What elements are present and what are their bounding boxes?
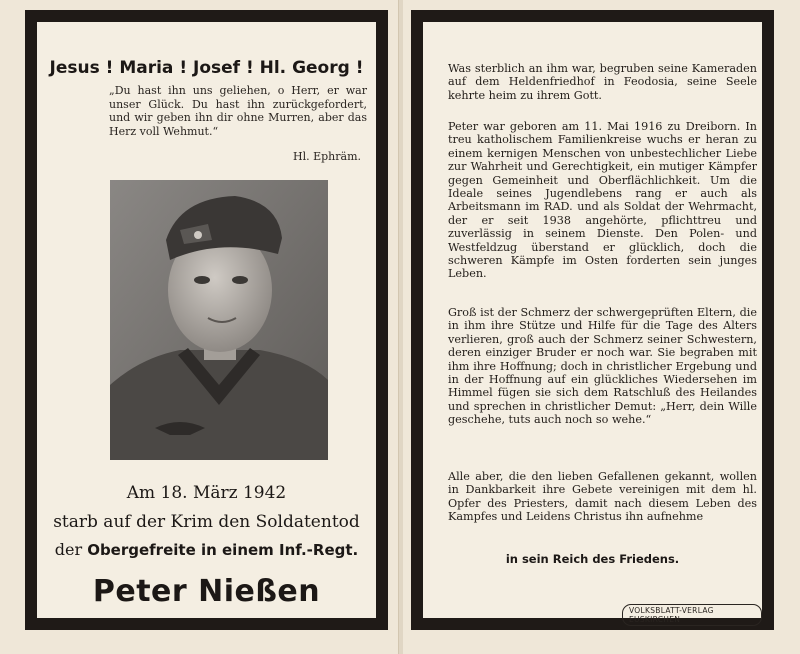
burial-paragraph: Was sterblich an ihm war, begruben seine Kameraden auf dem Heldenfriedhof in Feodosia, seine Seele kehrte heim zu ihrem Gott. — [448, 62, 757, 102]
right-panel — [423, 22, 762, 624]
rank-title: Obergefreite in einem Inf.-Regt. — [87, 541, 359, 559]
quote-text: „Du hast ihn uns geliehen, o Herr, er war unser Glück. Du hast ihn zurückgefordert, und wir geben ihn dir ohne Murren, aber das Herz voll Wehmut.“ — [109, 84, 367, 138]
date-of-death: Am 18. März 1942 — [126, 483, 287, 503]
invocation-heading: Jesus ! Maria ! Josef ! Hl. Georg ! — [49, 58, 364, 78]
biography-paragraph: Peter war geboren am 11. Mai 1916 zu Dreiborn. In treu katholischem Familienkreise wuchs er heran zu einem kernigen Menschen von unbestechlicher Liebe zur Wahrheit und Gerechtigkeit, ein mutiger Kämpfer gegen Gemeinheit und Oberflächlichkeit. Um die Ideale seines Jugendlebens rang er auch als Arbeitsmann im RAD. und als Soldat der Wehrmacht, der er seit 1938 angehörte, pflichttreu und zuverlässig in seinem Dienste. Den Polen- und Westfeldzug überstand er glücklich, doch die schweren Kämpfe im Osten forderten sein junges Leben. — [448, 120, 757, 281]
quote-source: Hl. Ephräm. — [293, 150, 362, 163]
grief-paragraph: Groß ist der Schmerz der schwergeprüften Eltern, die in ihm ihre Stütze und Hilfe für die Tage des Alters verlieren, groß auch der Schmerz seiner Schwestern, deren einziger Bruder er noch war. Sie begraben mit ihm ihre Hoffnung; doch in christlicher Ergebung und in der Hoffnung auf ein glückliches Wiedersehen im Himmel fügen sie sich dem Ratschluß des Heilandes und sprechen in christlicher Demut: „Herr, dein Wille geschehe, tuts auch noch so wehe.“ — [448, 306, 757, 427]
left-panel — [37, 22, 376, 618]
publisher-stamp: VOLKSBLATT-VERLAG EUSKIRCHEN — [622, 604, 762, 626]
death-statement: starb auf der Krim den Soldatentod — [53, 512, 360, 532]
card-fold — [398, 0, 403, 654]
left-panel-border — [25, 10, 388, 630]
prayer-paragraph: Alle aber, die den lieben Gefallenen gekannt, wollen in Dankbarkeit ihre Gebete vereinigen mit dem hl. Opfer des Priesters, damit nach diesem Leben des Kampfes und Leidens Christus ihn aufnehme — [448, 470, 757, 524]
rank-line — [37, 540, 376, 559]
closing-line: in sein Reich des Friedens. — [505, 552, 680, 566]
rank-prefix: der — [54, 540, 83, 559]
deceased-name: Peter Nießen — [92, 574, 321, 609]
soldier-portrait-photo — [110, 180, 328, 460]
right-panel-border — [411, 10, 774, 630]
